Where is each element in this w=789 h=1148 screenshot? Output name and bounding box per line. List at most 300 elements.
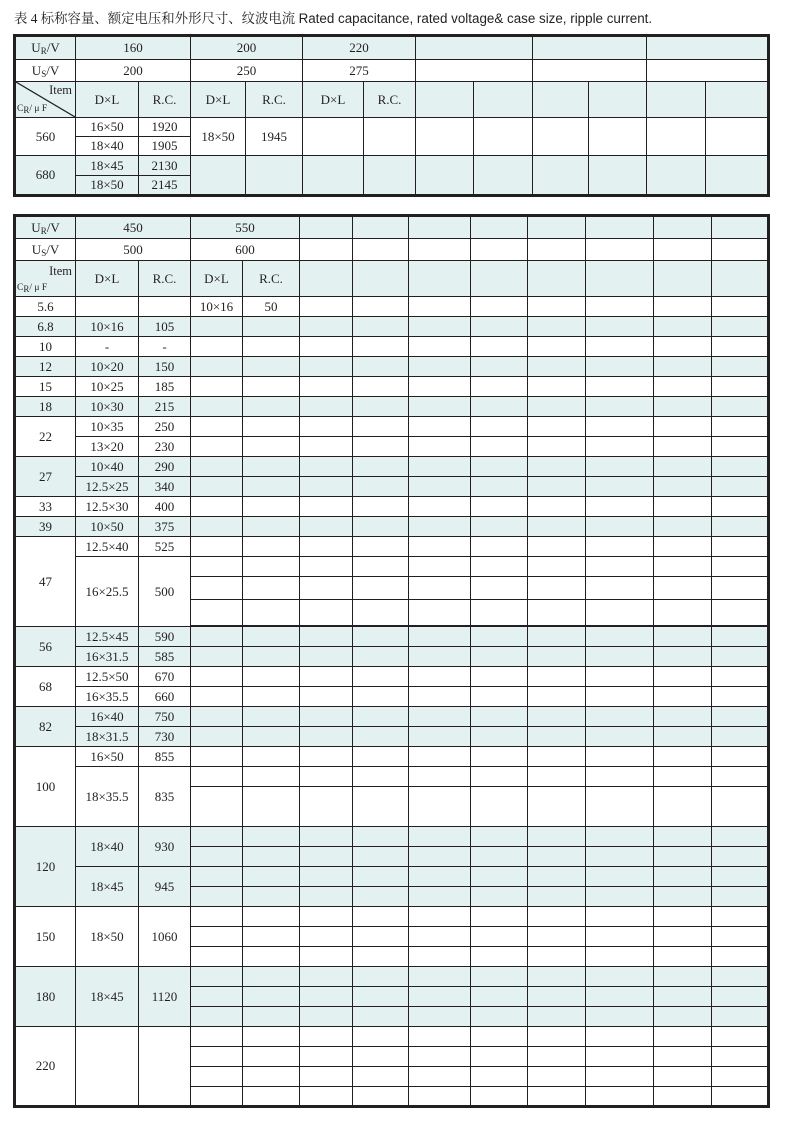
empty-cell	[586, 317, 654, 337]
rc-header: R.C.	[243, 261, 300, 297]
empty-cell	[300, 987, 353, 1007]
empty-cell	[471, 1007, 528, 1027]
empty-cell	[409, 537, 471, 557]
empty-cell	[528, 827, 586, 847]
empty-cell	[712, 600, 769, 626]
empty-cell	[654, 1087, 712, 1107]
empty-cell	[471, 867, 528, 887]
cap-560: 560	[15, 118, 76, 156]
empty-cell	[300, 497, 353, 517]
empty-cell	[654, 600, 712, 626]
empty-cell	[586, 377, 654, 397]
empty-cell	[191, 417, 243, 437]
empty-cell	[528, 967, 586, 987]
empty-cell	[471, 1067, 528, 1087]
table-row	[15, 497, 769, 517]
cap-cell: 68	[15, 667, 76, 707]
empty-cell	[528, 417, 586, 437]
rc-header: R.C.	[246, 82, 303, 118]
us-row	[15, 60, 769, 82]
empty-cell	[409, 907, 471, 927]
empty-cell	[409, 1047, 471, 1067]
empty-cell	[300, 667, 353, 687]
empty-cell	[712, 317, 769, 337]
empty-cell	[191, 887, 243, 907]
empty-cell	[471, 707, 528, 727]
empty-cell	[586, 437, 654, 457]
empty-cell	[586, 627, 654, 647]
ur-label: $U_R/V$	[15, 216, 76, 239]
table-row	[15, 767, 769, 787]
empty-cell	[586, 727, 654, 747]
empty-cell	[528, 477, 586, 497]
table-row	[15, 537, 769, 557]
empty-cell	[712, 1027, 769, 1047]
empty-cell	[586, 1067, 654, 1087]
empty-cell	[243, 707, 300, 727]
empty-cell	[191, 847, 243, 867]
cap-cell: 18	[15, 397, 76, 417]
empty-cell	[409, 947, 471, 967]
empty-cell	[586, 847, 654, 867]
empty-cell	[353, 1067, 409, 1087]
empty-cell	[654, 947, 712, 967]
empty-cell	[528, 667, 586, 687]
rc-cell: 340	[139, 477, 191, 497]
empty-cell	[471, 537, 528, 557]
empty-cell	[300, 357, 353, 377]
ur-220: 220	[303, 36, 416, 60]
empty-cell	[300, 557, 353, 577]
rc-cell: 1920	[139, 118, 191, 137]
empty-cell	[654, 967, 712, 987]
empty-cell	[528, 497, 586, 517]
cap-cell: 47	[15, 537, 76, 627]
cap-cell: 27	[15, 457, 76, 497]
dxl-cell: 18×35.5	[76, 767, 139, 827]
empty-cell	[191, 987, 243, 1007]
empty-cell	[471, 377, 528, 397]
empty-cell	[191, 357, 243, 377]
empty-cell	[471, 627, 528, 647]
empty-cell	[528, 687, 586, 707]
empty-cell	[353, 947, 409, 967]
empty-cell	[409, 557, 471, 577]
empty-cell	[654, 1067, 712, 1087]
table-row	[15, 297, 769, 317]
empty-cell	[471, 216, 528, 239]
empty-cell	[409, 297, 471, 317]
table-row	[15, 417, 769, 437]
rc-cell: 375	[139, 517, 191, 537]
dxl-header: D×L	[76, 261, 139, 297]
empty-cell	[654, 687, 712, 707]
empty-cell	[586, 457, 654, 477]
empty-cell	[654, 497, 712, 517]
rc-cell: 250	[139, 417, 191, 437]
empty-cell	[300, 867, 353, 887]
empty-cell	[300, 297, 353, 317]
empty-cell	[471, 417, 528, 437]
empty-cell	[471, 847, 528, 867]
empty-cell	[471, 317, 528, 337]
empty-cell	[191, 457, 243, 477]
empty-cell	[191, 947, 243, 967]
empty-cell	[712, 261, 769, 297]
cap-cell: 100	[15, 747, 76, 827]
rc-cell: 105	[139, 317, 191, 337]
empty-cell	[243, 497, 300, 517]
empty-cell	[243, 667, 300, 687]
empty-cell	[471, 497, 528, 517]
empty-cell	[654, 557, 712, 577]
table-row	[15, 667, 769, 687]
empty-cell	[586, 417, 654, 437]
rc-cell: 945	[139, 867, 191, 907]
empty-cell	[712, 1047, 769, 1067]
empty-cell	[654, 377, 712, 397]
empty-cell	[191, 747, 243, 767]
empty-cell	[300, 907, 353, 927]
empty-cell	[712, 517, 769, 537]
table-title	[14, 9, 784, 29]
empty-cell	[300, 1007, 353, 1027]
empty-cell	[712, 216, 769, 239]
empty-cell	[409, 627, 471, 647]
empty-cell	[191, 1087, 243, 1107]
empty-cell	[586, 557, 654, 577]
empty-cell	[712, 417, 769, 437]
empty-cell	[586, 239, 654, 261]
empty-cell	[589, 118, 647, 156]
empty-cell	[712, 887, 769, 907]
empty-cell	[300, 947, 353, 967]
empty-cell	[353, 707, 409, 727]
cap-cell: 5.6	[15, 297, 76, 317]
cap-cell: 10	[15, 337, 76, 357]
table-title-en: Rated capacitance, rated voltage& case size, ripple current.	[298, 11, 653, 26]
cap-cell: 56	[15, 627, 76, 667]
dxl-cell: 18×50	[76, 176, 139, 196]
empty-cell	[471, 337, 528, 357]
us-600: 600	[191, 239, 300, 261]
empty-cell	[243, 1067, 300, 1087]
empty-cell	[300, 261, 353, 297]
empty-cell	[191, 1027, 243, 1047]
empty-cell	[409, 667, 471, 687]
empty-cell	[471, 457, 528, 477]
empty-cell	[712, 537, 769, 557]
empty-cell	[712, 497, 769, 517]
empty-cell	[586, 517, 654, 537]
cap-cell: 180	[15, 967, 76, 1027]
rc-cell: 1905	[139, 137, 191, 156]
empty-cell	[243, 827, 300, 847]
rc-cell: 835	[139, 767, 191, 827]
empty-cell	[654, 707, 712, 727]
rc-cell: 660	[139, 687, 191, 707]
empty-cell	[654, 417, 712, 437]
empty-cell	[409, 827, 471, 847]
empty-cell	[712, 787, 769, 827]
empty-cell	[706, 156, 769, 196]
empty-cell	[471, 557, 528, 577]
empty-cell	[409, 747, 471, 767]
empty-cell	[243, 1007, 300, 1027]
empty-cell	[409, 216, 471, 239]
empty-cell	[243, 767, 300, 787]
empty-cell	[528, 357, 586, 377]
empty-cell	[243, 887, 300, 907]
rc-cell: 150	[139, 357, 191, 377]
empty-cell	[712, 987, 769, 1007]
us-row	[15, 239, 769, 261]
empty-cell	[586, 707, 654, 727]
dxl-cell: 18×50	[191, 118, 246, 156]
dxl-cell: 12.5×50	[76, 667, 139, 687]
cap-cell: 120	[15, 827, 76, 907]
empty-cell	[712, 337, 769, 357]
empty-cell	[191, 1007, 243, 1027]
empty-cell	[353, 437, 409, 457]
empty-cell	[300, 517, 353, 537]
table-row	[15, 357, 769, 377]
empty-cell	[300, 767, 353, 787]
empty-cell	[712, 1067, 769, 1087]
empty-cell	[243, 600, 300, 626]
us-500: 500	[76, 239, 191, 261]
empty-cell	[586, 887, 654, 907]
empty-cell	[300, 1067, 353, 1087]
dxl-header: D×L	[191, 82, 246, 118]
rc-header: R.C.	[139, 261, 191, 297]
empty-cell	[409, 397, 471, 417]
us-200: 200	[76, 60, 191, 82]
dxl-cell: 16×35.5	[76, 687, 139, 707]
table-row	[15, 967, 769, 987]
empty-cell	[471, 517, 528, 537]
empty-cell	[589, 82, 647, 118]
empty-cell	[409, 497, 471, 517]
empty-cell	[528, 557, 586, 577]
cap-cell: 15	[15, 377, 76, 397]
empty-cell	[139, 1027, 191, 1107]
empty-cell	[353, 317, 409, 337]
empty-cell	[300, 1087, 353, 1107]
empty-cell	[243, 417, 300, 437]
empty-cell	[300, 627, 353, 647]
dxl-cell: 18×40	[76, 827, 139, 867]
empty-cell	[409, 1007, 471, 1027]
empty-cell	[243, 577, 300, 600]
table-row	[15, 377, 769, 397]
empty-cell	[712, 239, 769, 261]
empty-cell	[654, 261, 712, 297]
empty-cell	[474, 118, 533, 156]
empty-cell	[528, 537, 586, 557]
empty-cell	[586, 1087, 654, 1107]
empty-cell	[353, 600, 409, 626]
empty-cell	[353, 417, 409, 437]
empty-cell	[712, 827, 769, 847]
empty-cell	[712, 747, 769, 767]
empty-cell	[353, 787, 409, 827]
empty-cell	[528, 1007, 586, 1027]
empty-cell	[243, 647, 300, 667]
empty-cell	[353, 727, 409, 747]
empty-cell	[300, 1047, 353, 1067]
empty-cell	[528, 627, 586, 647]
empty-cell	[191, 1047, 243, 1067]
rc-cell: -	[139, 337, 191, 357]
empty-cell	[243, 627, 300, 647]
empty-cell	[654, 1047, 712, 1067]
empty-cell	[353, 767, 409, 787]
cap-cell: 33	[15, 497, 76, 517]
dxl-cell: 10×30	[76, 397, 139, 417]
empty-cell	[647, 60, 769, 82]
empty-cell	[712, 557, 769, 577]
empty-cell	[243, 517, 300, 537]
empty-cell	[243, 1027, 300, 1047]
empty-cell	[706, 118, 769, 156]
empty-cell	[471, 687, 528, 707]
empty-cell	[471, 577, 528, 600]
empty-cell	[191, 477, 243, 497]
empty-cell	[528, 947, 586, 967]
table-row	[15, 317, 769, 337]
empty-cell	[586, 827, 654, 847]
dxl-cell: 12.5×40	[76, 537, 139, 557]
empty-cell	[353, 216, 409, 239]
rc-cell: 185	[139, 377, 191, 397]
empty-cell	[191, 397, 243, 417]
dxl-cell: 16×50	[76, 747, 139, 767]
empty-cell	[586, 907, 654, 927]
rc-cell: 1120	[139, 967, 191, 1027]
rc-header: R.C.	[364, 82, 416, 118]
empty-cell	[654, 357, 712, 377]
empty-cell	[353, 577, 409, 600]
empty-cell	[353, 627, 409, 647]
empty-cell	[300, 647, 353, 667]
empty-cell	[528, 707, 586, 727]
dxl-cell: 16×40	[76, 707, 139, 727]
empty-cell	[191, 600, 243, 626]
us-label: $U_S/V$	[15, 60, 76, 82]
table-row	[15, 707, 769, 727]
empty-cell	[243, 1047, 300, 1067]
ur-row	[15, 216, 769, 239]
empty-cell	[528, 297, 586, 317]
empty-cell	[409, 867, 471, 887]
empty-cell	[471, 261, 528, 297]
empty-cell	[409, 687, 471, 707]
empty-cell	[243, 337, 300, 357]
empty-cell	[471, 397, 528, 417]
table-row	[15, 457, 769, 477]
item-label: Item	[49, 83, 72, 97]
empty-cell	[528, 847, 586, 867]
table-row	[15, 827, 769, 847]
empty-cell	[353, 1087, 409, 1107]
empty-cell	[528, 600, 586, 626]
empty-cell	[353, 827, 409, 847]
table-row	[15, 747, 769, 767]
empty-cell	[191, 377, 243, 397]
ur-550: 550	[191, 216, 300, 239]
dxl-cell: 16×25.5	[76, 557, 139, 627]
empty-cell	[712, 377, 769, 397]
empty-cell	[471, 600, 528, 626]
table-row	[15, 477, 769, 497]
dxl-cell: 16×50	[76, 118, 139, 137]
empty-cell	[191, 787, 243, 827]
rc-cell: 1945	[246, 118, 303, 156]
empty-cell	[243, 727, 300, 747]
empty-cell	[586, 687, 654, 707]
empty-cell	[528, 337, 586, 357]
empty-cell	[191, 337, 243, 357]
empty-cell	[654, 667, 712, 687]
dxl-cell: 18×45	[76, 967, 139, 1027]
empty-cell	[409, 261, 471, 297]
dxl-cell: 10×16	[191, 297, 243, 317]
empty-cell	[300, 847, 353, 867]
empty-cell	[533, 82, 589, 118]
empty-cell	[353, 907, 409, 927]
empty-cell	[191, 967, 243, 987]
empty-cell	[712, 767, 769, 787]
empty-cell	[654, 577, 712, 600]
empty-cell	[654, 477, 712, 497]
empty-cell	[300, 687, 353, 707]
empty-cell	[471, 647, 528, 667]
empty-cell	[191, 577, 243, 600]
empty-cell	[586, 477, 654, 497]
empty-cell	[586, 1027, 654, 1047]
empty-cell	[528, 867, 586, 887]
empty-cell	[654, 747, 712, 767]
empty-cell	[586, 927, 654, 947]
empty-cell	[353, 1007, 409, 1027]
empty-cell	[586, 337, 654, 357]
empty-cell	[243, 687, 300, 707]
empty-cell	[300, 397, 353, 417]
rc-cell: 50	[243, 297, 300, 317]
empty-cell	[586, 537, 654, 557]
empty-cell	[471, 1087, 528, 1107]
empty-cell	[409, 767, 471, 787]
empty-cell	[712, 707, 769, 727]
empty-cell	[353, 647, 409, 667]
empty-cell	[654, 297, 712, 317]
empty-cell	[712, 687, 769, 707]
empty-cell	[528, 887, 586, 907]
dxl-cell: 10×25	[76, 377, 139, 397]
empty-cell	[654, 927, 712, 947]
empty-cell	[409, 417, 471, 437]
table-row	[15, 627, 769, 647]
empty-cell	[243, 557, 300, 577]
cap-680: 680	[15, 156, 76, 196]
empty-cell	[586, 1007, 654, 1027]
empty-cell	[528, 927, 586, 947]
empty-cell	[647, 118, 706, 156]
empty-cell	[647, 156, 706, 196]
empty-cell	[243, 457, 300, 477]
empty-cell	[586, 747, 654, 767]
